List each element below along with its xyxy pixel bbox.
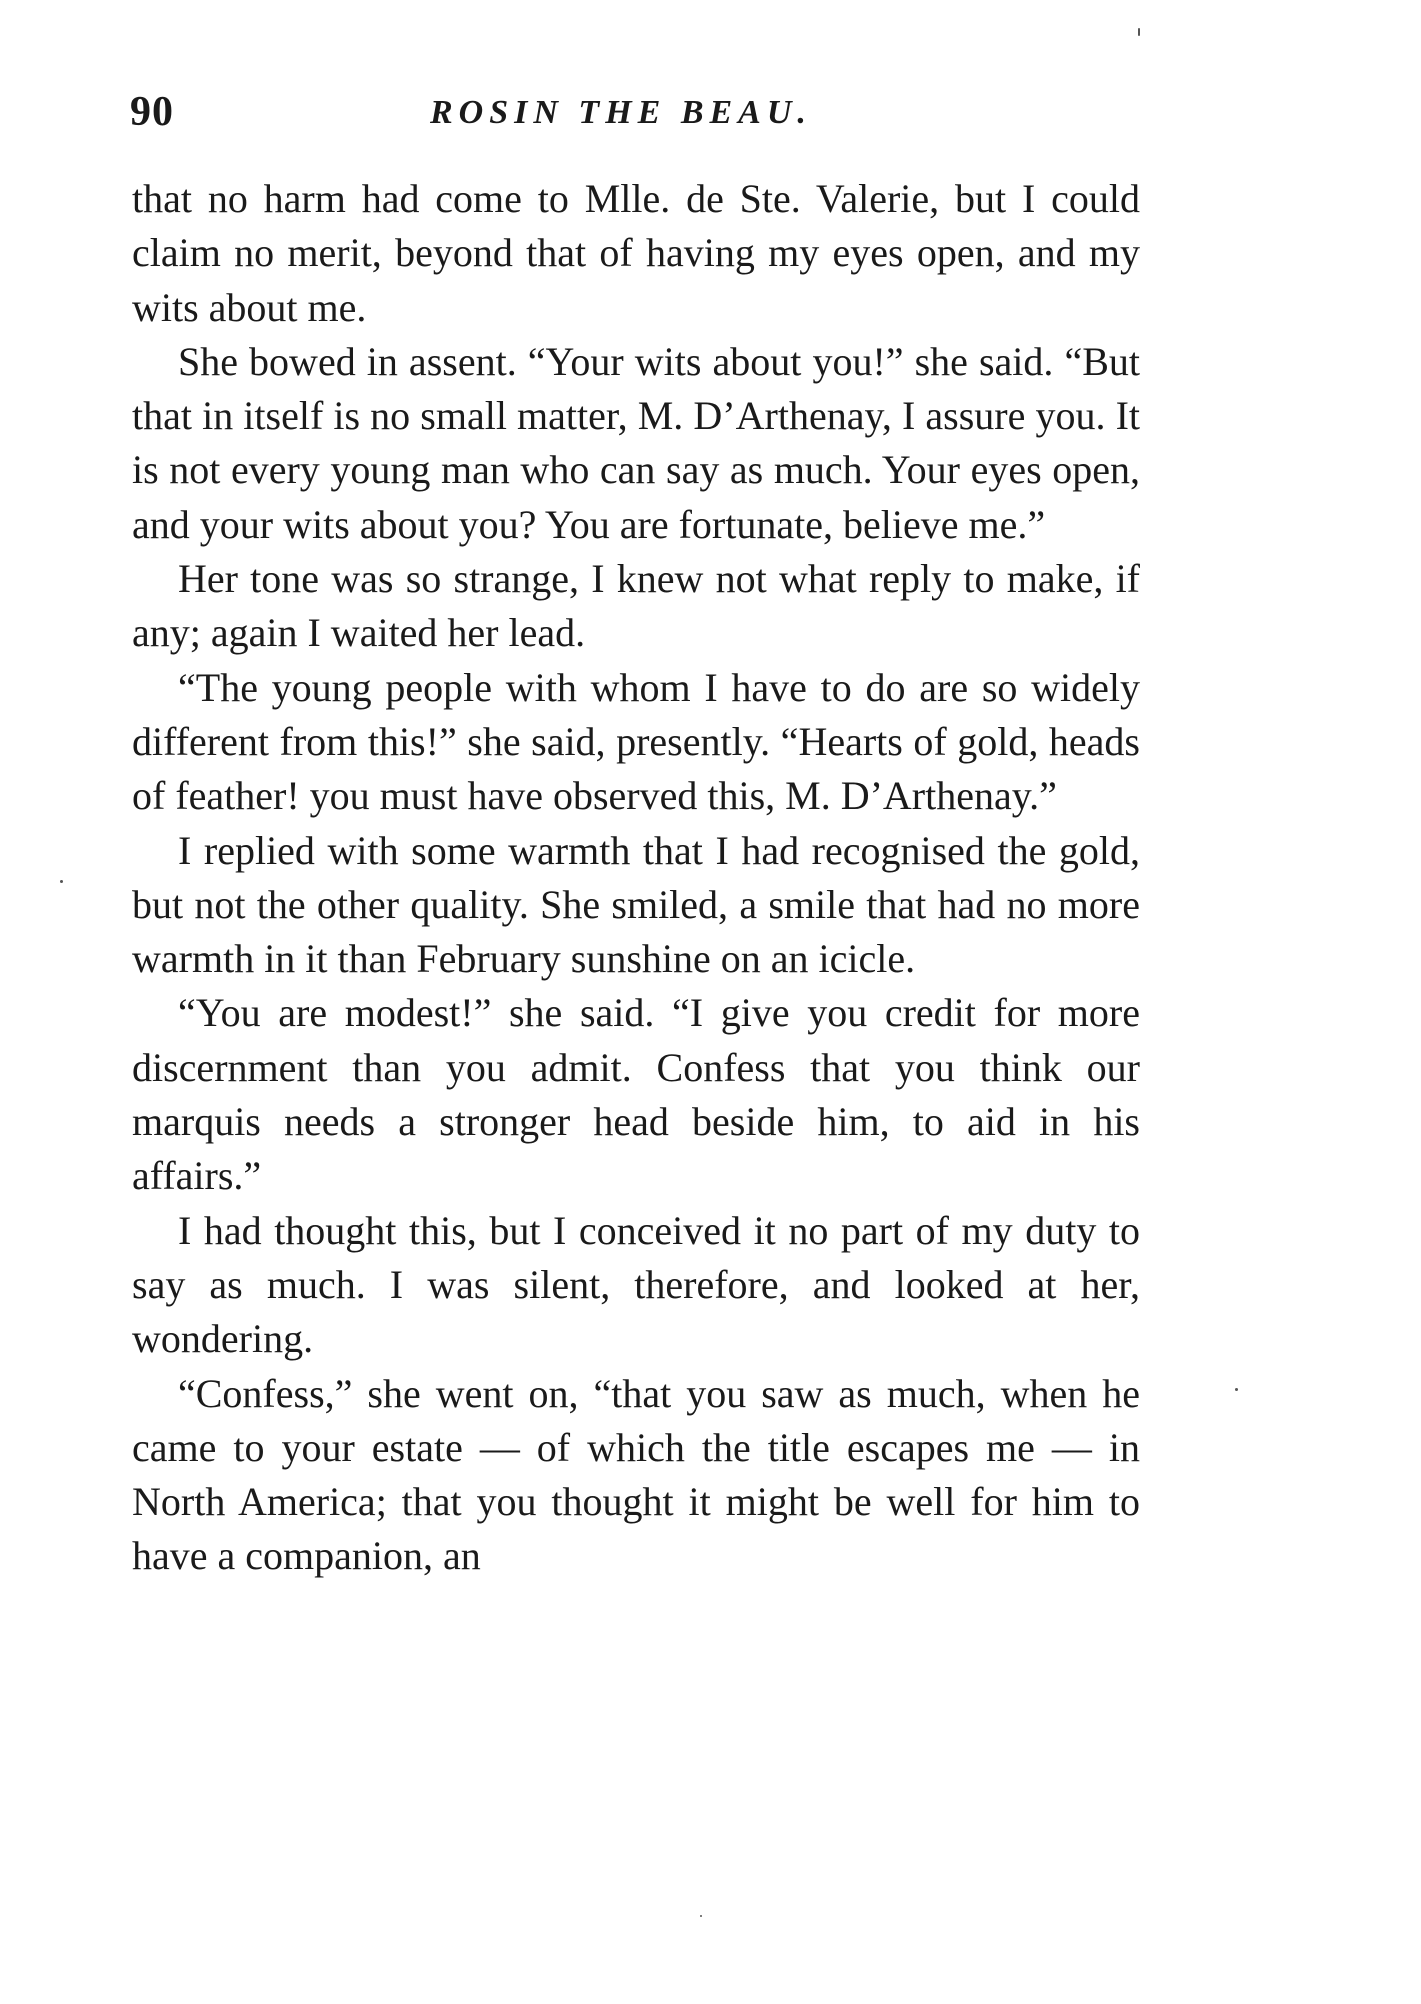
paragraph: I had thought this, but I conceived it no part of my duty to say as much. I was silent, therefore, and looked at her, wondering. xyxy=(132,1207,1140,1362)
paper-speck xyxy=(60,880,63,883)
page-header xyxy=(130,88,1140,148)
paragraph: Her tone was so strange, I knew not what reply to make, if any; again I waited her lead. xyxy=(132,556,1140,656)
paragraph: that no harm had come to Mlle. de Ste. Valerie, but I could claim no merit, beyond that of having my eyes open, and my wits about me. xyxy=(132,176,1140,330)
paper-speck xyxy=(700,1915,702,1917)
paragraph: “Confess,” she went on, “that you saw as much, when he came to your estate — of which the title escapes me — in North America; that you thought it might be well for him to have a companion, an xyxy=(132,1370,1140,1579)
running-title: ROSIN THE BEAU. xyxy=(430,94,812,131)
paragraph: She bowed in assent. “Your wits about you!” she said. “But that in itself is no small matter, M. D’Arthenay, I assure you. It is not every young man who can say as much. Your eyes open, and your wits about you? You are fortunate, believe me.” xyxy=(132,338,1140,547)
paragraph: “You are modest!” she said. “I give you credit for more discernment than you admit. Confess that you think our marquis needs a stronger head beside him, to aid in his affairs.” xyxy=(132,990,1140,1199)
paragraph: “The young people with whom I have to do are so widely different from this!” she said, presently. “Hearts of gold, heads of feather! you must have observed this, M. D’Arthenay.” xyxy=(132,664,1140,819)
paper-speck xyxy=(1138,28,1140,36)
body-text xyxy=(132,172,1140,1584)
page-number: 90 xyxy=(130,89,174,135)
paragraph: I replied with some warmth that I had recognised the gold, but not the other quality. She smiled, a smile that had no more warmth in it than February sunshine on an icicle. xyxy=(132,827,1140,982)
paper-speck xyxy=(1235,1388,1238,1391)
